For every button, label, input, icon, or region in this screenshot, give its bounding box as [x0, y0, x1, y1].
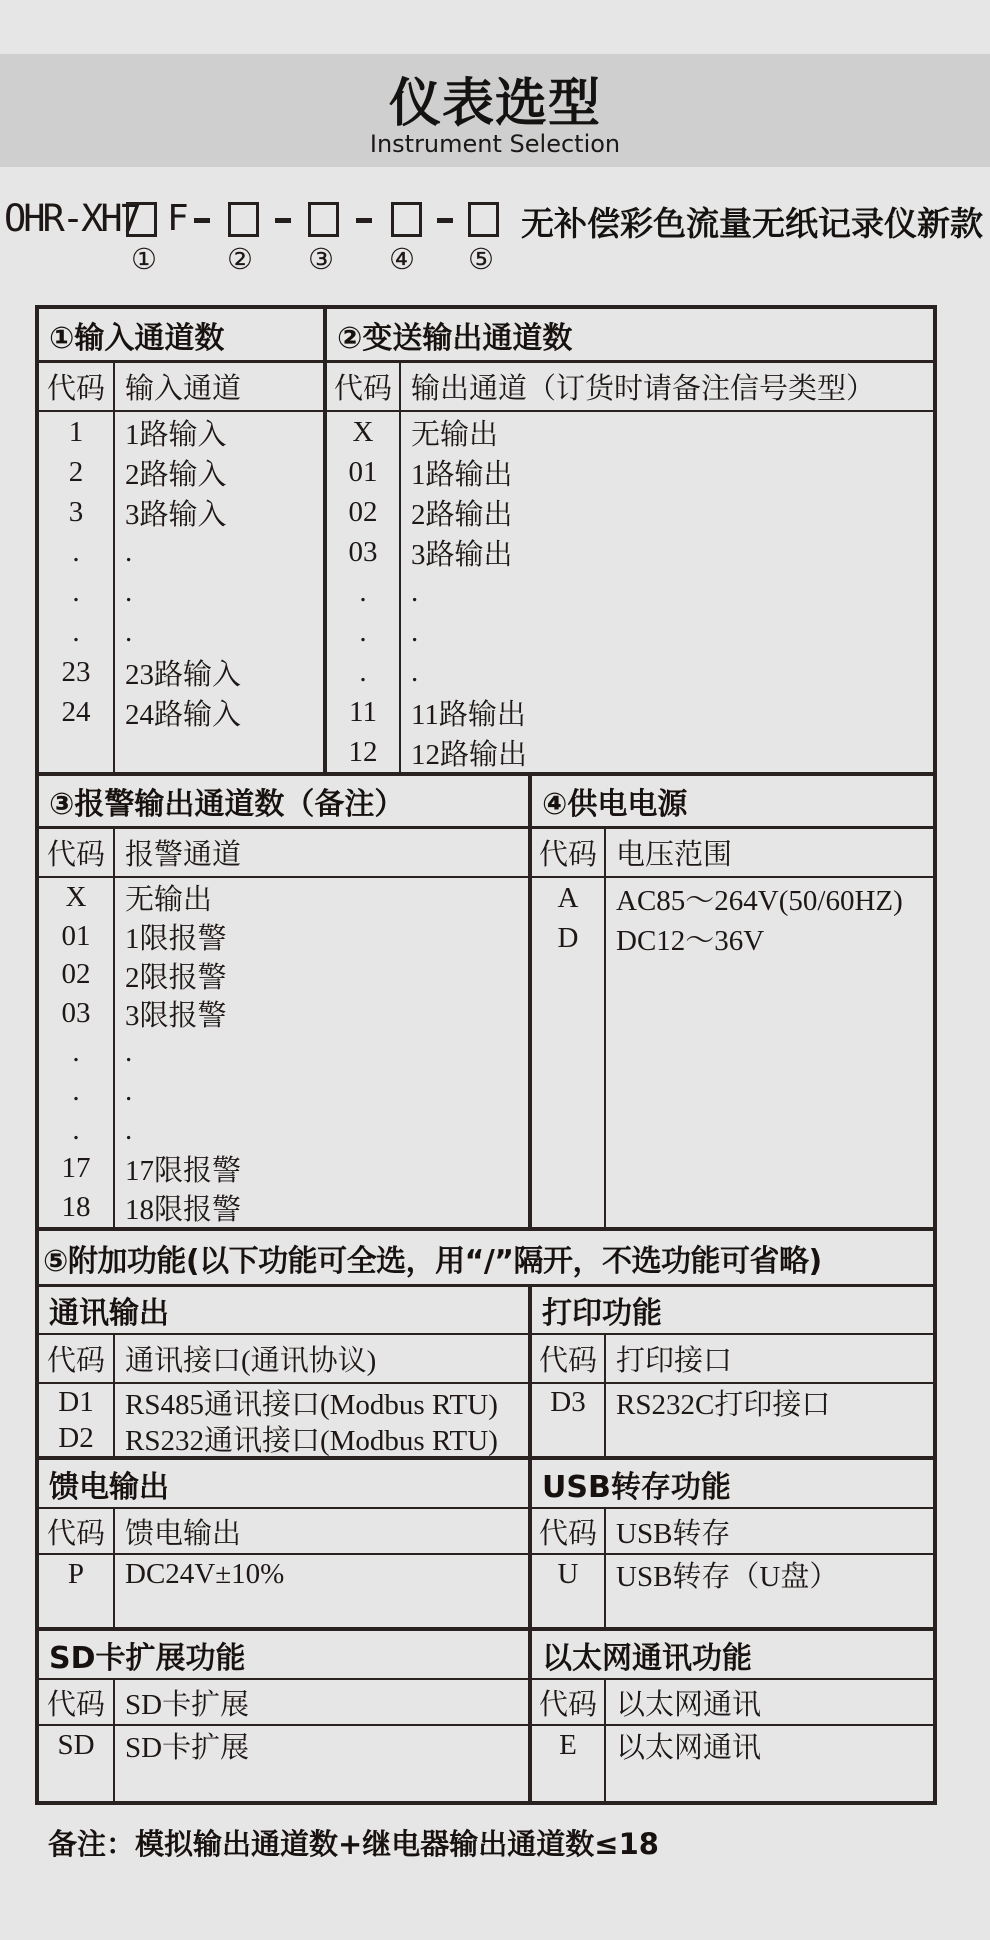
desc-cell: .: [411, 575, 419, 608]
desc-cell: AC85～264V(50/60HZ): [616, 884, 903, 917]
model-code-box-5: [468, 202, 499, 237]
colhead-row-feed-usb: [39, 1509, 933, 1555]
feed-title: 馈电输出: [39, 1460, 532, 1507]
section4-title: ④供电电源: [542, 787, 688, 822]
desc-cell: 23路输入: [125, 658, 242, 691]
code-cell: D1: [58, 1385, 94, 1418]
usb-title: USB转存功能: [542, 1469, 731, 1505]
code-cell: X: [352, 415, 374, 448]
desc-cell: .: [125, 535, 133, 568]
desc-cell: RS232C打印接口: [616, 1388, 831, 1421]
code-cell: 02: [61, 958, 91, 991]
desc-cell: RS485通讯接口(Modbus RTU): [125, 1388, 498, 1421]
desc-header: 电压范围: [616, 839, 733, 871]
table-row: [327, 612, 933, 652]
table-row: [39, 652, 323, 692]
data-rows-sd-eth: [39, 1726, 933, 1801]
page-title: 仪表选型: [388, 74, 601, 134]
desc-header: USB转存: [616, 1517, 731, 1550]
model-code-box-3: [308, 202, 339, 237]
code-header: 代码: [333, 373, 392, 405]
column-divider: [113, 363, 115, 410]
eth-title: 以太网通讯功能: [542, 1640, 752, 1676]
desc-cell: .: [125, 615, 133, 648]
column-divider: [113, 1509, 115, 1553]
code-header: 代码: [538, 1688, 597, 1721]
column-divider: [604, 1680, 606, 1724]
desc-cell: RS232通讯接口(Modbus RTU): [125, 1424, 498, 1457]
column-divider: [604, 878, 606, 1227]
table-row: [39, 412, 323, 452]
desc-cell: USB转存（U盘）: [616, 1560, 839, 1593]
desc-cell: DC12～36V: [616, 924, 765, 957]
code-cell: 3: [68, 495, 84, 528]
table-row: [39, 532, 323, 572]
sd-eth-title-row: [39, 1631, 933, 1680]
desc-cell: DC24V±10%: [125, 1557, 285, 1590]
desc-cell: .: [125, 575, 133, 608]
desc-cell: 11路输出: [411, 698, 526, 731]
table-row: [39, 492, 323, 532]
table-row: [327, 412, 933, 452]
note: 备注：模拟输出通道数+继电器输出通道数≤18: [48, 1827, 659, 1861]
code-cell: 03: [348, 535, 378, 568]
column-divider: [604, 1509, 606, 1553]
model-dash: [437, 218, 453, 223]
model-dash: [356, 218, 372, 223]
table-row: [39, 692, 323, 732]
code-cell: 1: [68, 415, 84, 448]
model-code-box-1: [126, 202, 157, 237]
table-row: [532, 918, 933, 958]
code-header: 代码: [46, 1517, 105, 1550]
desc-cell: 3限报警: [125, 1000, 227, 1033]
desc-header: 输出通道（订货时请备注信号类型）: [411, 373, 876, 405]
table-row: [39, 612, 323, 652]
print-title: 打印功能: [542, 1296, 662, 1331]
desc-cell: 1路输出: [411, 458, 513, 491]
code-cell: A: [557, 881, 579, 914]
code-cell: .: [72, 1074, 80, 1107]
column-divider: [604, 1555, 606, 1627]
desc-cell: 2限报警: [125, 961, 227, 994]
selection-table: [35, 305, 937, 1805]
column-divider: [113, 1335, 115, 1382]
code-cell: 01: [61, 919, 91, 952]
desc-cell: SD卡扩展: [125, 1731, 250, 1764]
table-row: [39, 452, 323, 492]
table-row: [327, 532, 933, 572]
column-divider: [113, 878, 115, 1227]
desc-cell: 以太网通讯: [616, 1731, 762, 1764]
code-header: 代码: [46, 373, 105, 405]
data-rows-3-4: [39, 878, 933, 1231]
code-cell: .: [72, 575, 80, 608]
code-cell: 02: [348, 495, 378, 528]
table-row: [532, 1384, 933, 1420]
section3-title: ③报警输出通道数（备注）: [39, 776, 532, 826]
table-row: [532, 878, 933, 918]
desc-cell: 无输出: [411, 418, 499, 451]
desc-header: SD卡扩展: [125, 1688, 250, 1721]
code-header: 代码: [538, 1517, 597, 1550]
column-divider: [113, 1680, 115, 1724]
model-marker-4: ④: [389, 244, 415, 276]
section-1-2-title-row: [39, 309, 933, 363]
code-header: 代码: [538, 1345, 597, 1377]
code-cell: 18: [61, 1191, 91, 1224]
desc-cell: 1限报警: [125, 922, 227, 955]
section-3-4-title-row: [39, 776, 933, 829]
desc-cell: .: [411, 655, 419, 688]
code-cell: X: [65, 880, 87, 913]
desc-cell: 18限报警: [125, 1194, 242, 1227]
column-divider: [113, 1555, 115, 1627]
desc-cell: 2路输入: [125, 458, 227, 491]
column-divider: [399, 412, 401, 772]
desc-cell: .: [125, 1036, 133, 1069]
model-dash: [194, 218, 210, 223]
title-band: [0, 54, 990, 167]
colhead-row-comm-print: [39, 1335, 933, 1384]
desc-cell: 2路输出: [411, 498, 513, 531]
model-code-box-4: [391, 202, 422, 237]
data-rows-comm-print: [39, 1384, 933, 1460]
section1-title: ①输入通道数: [39, 309, 327, 360]
code-cell: 11: [349, 695, 377, 728]
desc-header: 报警通道: [125, 839, 242, 871]
model-marker-3: ③: [308, 244, 334, 276]
table-row: [532, 1555, 933, 1593]
comm-print-title-row: [39, 1287, 933, 1335]
section5-title: ⑤附加功能(以下功能可全选，用“/”隔开，不选功能可省略): [39, 1231, 933, 1287]
model-code-box-2: [228, 202, 259, 237]
desc-cell: 24路输入: [125, 698, 242, 731]
code-cell: E: [559, 1728, 577, 1761]
data-rows-feed-usb: [39, 1555, 933, 1631]
colhead-row-3-4: [39, 829, 933, 878]
code-cell: 24: [61, 695, 91, 728]
sd-title: SD卡扩展功能: [39, 1631, 532, 1678]
code-cell: .: [72, 1036, 80, 1069]
table-row: [327, 492, 933, 532]
code-cell: .: [359, 575, 367, 608]
model-code-row: [0, 196, 990, 286]
data-rows-1-2: [39, 412, 933, 776]
code-cell: D3: [550, 1385, 586, 1418]
code-cell: D: [557, 921, 579, 954]
section2-title: ②变送输出通道数: [337, 320, 573, 356]
table-row: [327, 732, 933, 772]
colhead-row-sd-eth: [39, 1680, 933, 1726]
code-header: 代码: [46, 1688, 105, 1721]
page-subtitle: Instrument Selection: [369, 130, 621, 158]
code-cell: 01: [348, 455, 378, 488]
model-marker-1: ①: [131, 244, 157, 276]
desc-cell: 17限报警: [125, 1155, 242, 1188]
colhead-row-1-2: [39, 363, 933, 412]
code-header: 代码: [538, 839, 597, 871]
desc-cell: 3路输出: [411, 538, 513, 571]
code-cell: .: [72, 615, 80, 648]
model-marker-5: ⑤: [468, 244, 494, 276]
table-row: [532, 1726, 933, 1764]
code-cell: .: [359, 655, 367, 688]
desc-cell: 12路输出: [411, 738, 528, 771]
comm-title: 通讯输出: [39, 1287, 532, 1333]
code-cell: U: [557, 1557, 579, 1590]
table-row: [327, 692, 933, 732]
column-divider: [399, 363, 401, 410]
code-cell: 23: [61, 655, 91, 688]
table-row: [327, 452, 933, 492]
code-cell: 17: [61, 1152, 91, 1185]
code-cell: .: [72, 1113, 80, 1146]
model-description: 无补偿彩色流量无纸记录仪新款: [521, 204, 983, 243]
model-code-letter-f: F: [167, 198, 189, 239]
desc-header: 以太网通讯: [616, 1688, 762, 1721]
desc-header: 通讯接口(通讯协议): [125, 1345, 377, 1377]
code-cell: .: [72, 535, 80, 568]
desc-header: 馈电输出: [125, 1517, 242, 1550]
desc-header: 输入通道: [125, 373, 242, 405]
code-header: 代码: [46, 839, 105, 871]
code-cell: 03: [61, 997, 91, 1030]
desc-cell: .: [125, 1113, 133, 1146]
column-divider: [113, 1384, 115, 1456]
desc-cell: 3路输入: [125, 498, 227, 531]
column-divider: [113, 829, 115, 876]
code-cell: .: [359, 615, 367, 648]
code-cell: 12: [348, 735, 378, 768]
desc-header: 打印接口: [616, 1345, 733, 1377]
column-divider: [604, 829, 606, 876]
desc-cell: .: [411, 615, 419, 648]
desc-cell: .: [125, 1074, 133, 1107]
code-header: 代码: [46, 1345, 105, 1377]
model-code-prefix: OHR-XH7: [4, 197, 139, 240]
column-divider: [604, 1384, 606, 1456]
table-row: [327, 572, 933, 612]
column-divider: [113, 1726, 115, 1801]
code-cell: 2: [68, 455, 84, 488]
code-cell: D2: [58, 1421, 94, 1454]
model-marker-2: ②: [227, 244, 253, 276]
feed-usb-title-row: [39, 1460, 933, 1509]
column-divider: [604, 1335, 606, 1382]
column-divider: [113, 412, 115, 772]
code-cell: P: [67, 1557, 85, 1590]
code-cell: SD: [57, 1728, 95, 1761]
table-row: [39, 572, 323, 612]
desc-cell: 无输出: [125, 883, 213, 916]
desc-cell: 1路输入: [125, 418, 227, 451]
column-divider: [604, 1726, 606, 1801]
table-row: [327, 652, 933, 692]
model-dash: [275, 218, 291, 223]
